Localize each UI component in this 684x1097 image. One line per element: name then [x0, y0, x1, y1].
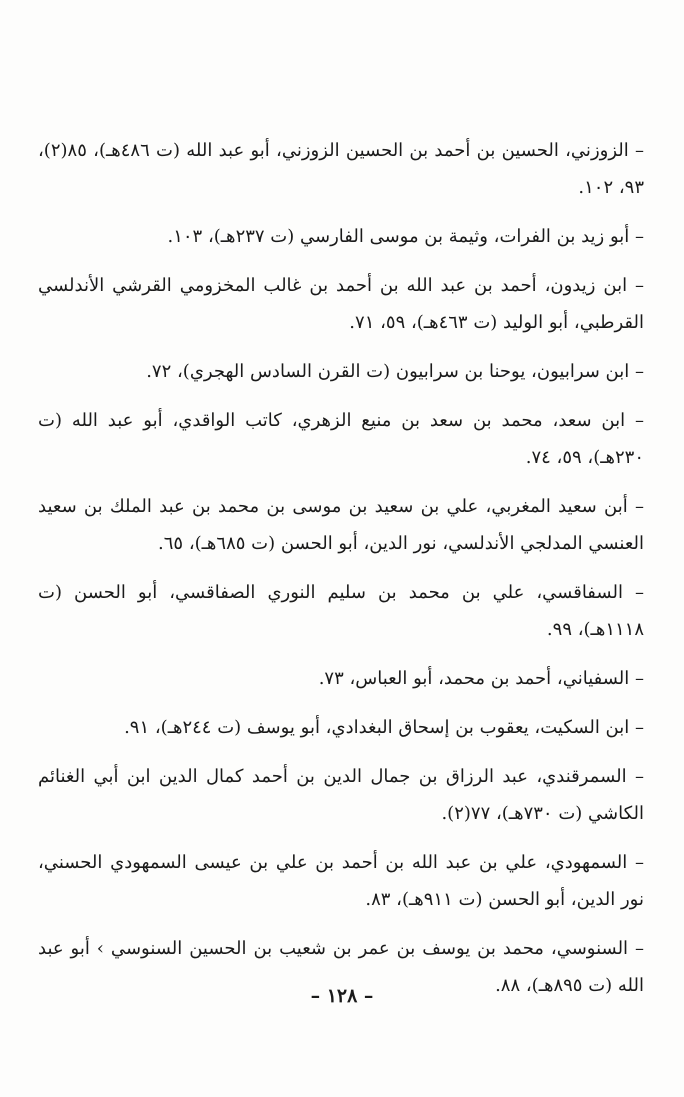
index-entries — [38, 132, 644, 1016]
index-entry-ibn-al-sikkit: – ابن السكيت، يعقوب بن إسحاق البغدادي، أبو يوسف (ت ٢٤٤هـ)، ٩١. — [124, 717, 644, 738]
index-entry-ibn-sarabiyun: – ابن سرابيون، يوحنا بن سرابيون (ت القرن السادس الهجري)، ٧٢. — [146, 361, 644, 382]
index-entry-zawzani: – الزوزني، الحسين بن أحمد بن الحسين الزوزني، أبو عبد الله (ت ٤٨٦هـ)، ٨٥(٢)، ٩٣، ١٠٢. — [38, 140, 644, 198]
index-entry-ibn-sad: – ابن سعد، محمد بن سعد بن منيع الزهري، كاتب الواقدي، أبو عبد الله (ت ٢٣٠هـ)، ٥٩، ٧٤. — [38, 410, 644, 468]
index-entry-safaqisi: – السفاقسي، علي بن محمد بن سليم النوري الصفاقسي، أبو الحسن (ت ١١١٨هـ)، ٩٩. — [38, 582, 644, 640]
index-entry-ibn-zaydun: – ابن زيدون، أحمد بن عبد الله بن أحمد بن غالب المخزومي القرشي الأندلسي القرطبي، أبو الوليد (ت ٤٦٣هـ)، ٥٩، ٧١. — [38, 275, 644, 333]
index-entry-abu-zayd-ibn-al-furat: – أبو زيد بن الفرات، وثيمة بن موسى الفارسي (ت ٢٣٧هـ)، ١٠٣. — [167, 226, 644, 247]
index-entry-sufyani: – السفياني، أحمد بن محمد، أبو العباس، ٧٣. — [318, 668, 644, 689]
index-entry-samhudi: – السمهودي، علي بن عبد الله بن أحمد بن علي بن عيسى السمهودي الحسني، نور الدين، أبو الحسن (ت ٩١١هـ)، ٨٣. — [38, 852, 644, 910]
page-number: – ١٢٨ – — [310, 985, 374, 1007]
index-entry-sanusi: – السنوسي، محمد بن يوسف بن عمر بن شعيب بن الحسين السنوسي › أبو عبد الله (ت ٨٩٥هـ)، ٨٨. — [38, 938, 644, 996]
index-entry-samarqandi: – السمرقندي، عبد الرزاق بن جمال الدين بن أحمد كمال الدين ابن أبي الغنائم الكاشي (ت ٧٣٠هـ)، ٧٧(٢). — [38, 766, 644, 824]
index-entry-ibn-said-al-maghribi: – أبن سعيد المغربي، علي بن سعيد بن موسى بن محمد بن عبد الملك بن سعيد العنسي المدلجي الأندلسي، نور الدين، أبو الحسن (ت ٦٨٥هـ)، ٦٥. — [38, 496, 644, 554]
